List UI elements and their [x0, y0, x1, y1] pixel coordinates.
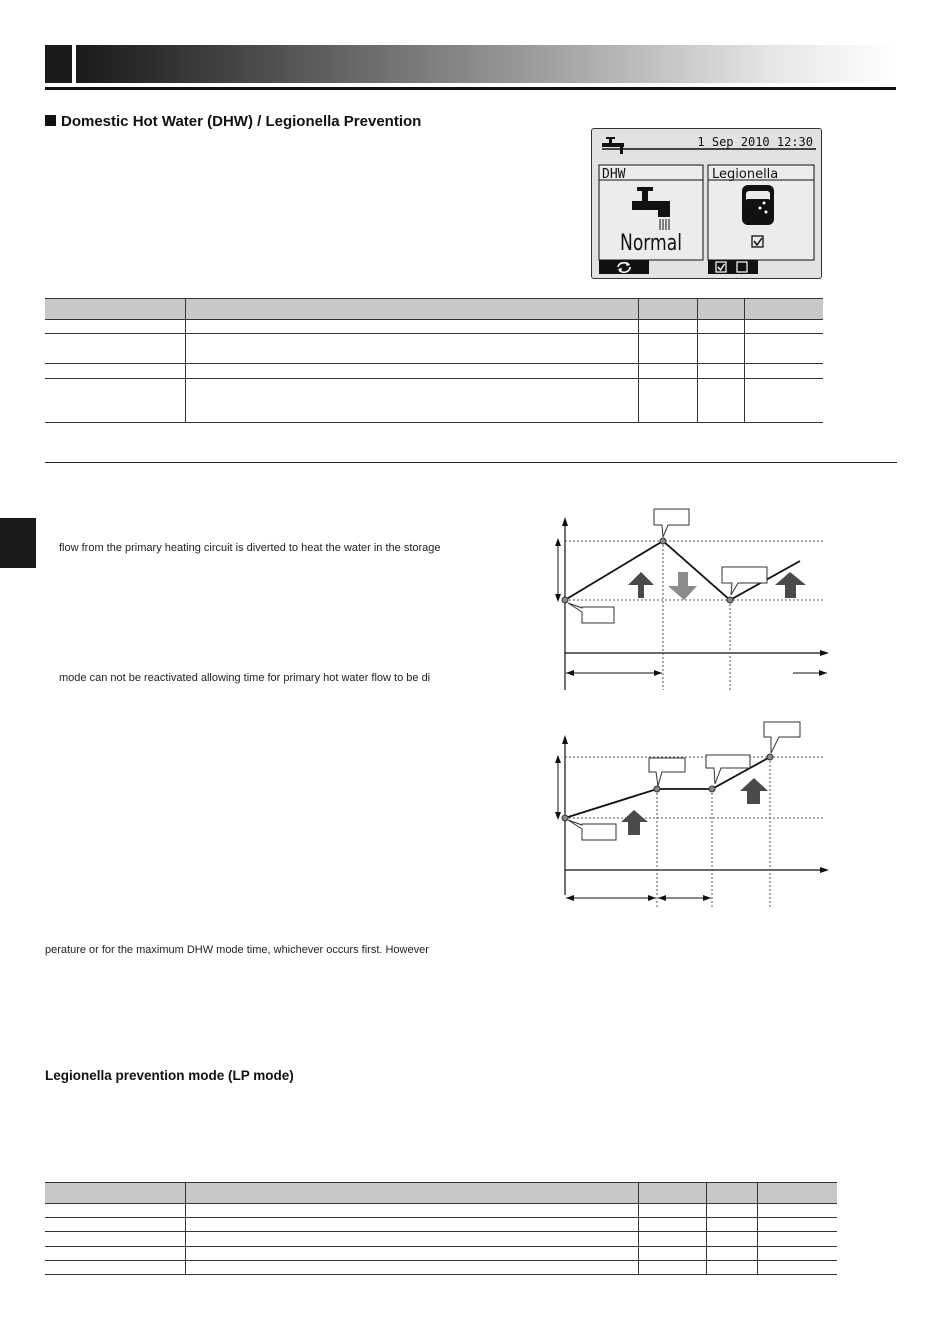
heating-up-arrow-icon — [621, 810, 648, 835]
table-header-cell — [758, 1183, 838, 1204]
callout-bubble — [722, 567, 767, 595]
callout-bubble — [649, 758, 685, 786]
table-row — [45, 320, 823, 334]
tap-icon — [602, 137, 624, 154]
legionella-heading: Legionella prevention mode (LP mode) — [45, 1068, 294, 1083]
table-header-row — [45, 299, 823, 320]
heating-up-arrow-icon — [740, 778, 768, 804]
header-rule — [45, 87, 896, 90]
dhw-mode-text: Normal — [620, 231, 682, 256]
callout-bubble — [764, 722, 800, 753]
table-row — [45, 1218, 837, 1232]
callout-bubble — [568, 820, 616, 840]
section-title-text: Domestic Hot Water (DHW) / Legionella Prevention — [61, 113, 422, 130]
dhw-settings-table — [45, 298, 823, 423]
toggle-legionella-button[interactable] — [708, 260, 758, 274]
table-header-cell — [639, 299, 698, 320]
section-divider — [45, 462, 897, 463]
body-text-line: perature or for the maximum DHW mode time, whichever occurs first. However — [45, 944, 429, 956]
table-row — [45, 379, 823, 423]
table-header-cell — [45, 1183, 186, 1204]
dhw-operation-diagram — [550, 500, 840, 695]
table-header-cell — [707, 1183, 758, 1204]
legionella-settings-table — [45, 1182, 837, 1275]
dhw-panel[interactable] — [599, 165, 703, 260]
table-row — [45, 334, 823, 364]
table-row — [45, 1247, 837, 1261]
legionella-panel-label: Legionella — [712, 167, 779, 182]
chapter-side-tab — [0, 518, 36, 568]
dhw-panel-label: DHW — [602, 167, 626, 182]
body-text-line: flow from the primary heating circuit is diverted to heat the water in the storage — [59, 542, 441, 554]
table-header-cell — [698, 299, 745, 320]
rotate-mode-button[interactable] — [599, 260, 649, 274]
header-block — [45, 45, 72, 83]
table-row — [45, 1261, 837, 1275]
legionella-panel[interactable] — [708, 165, 814, 260]
controller-screen-graphics — [592, 129, 821, 278]
callout-bubble — [568, 603, 614, 623]
table-row — [45, 364, 823, 379]
heating-up-arrow-icon — [775, 572, 806, 598]
body-text-line: mode can not be reactivated allowing time for primary hot water flow to be di — [59, 672, 431, 684]
cooling-down-arrow-icon — [668, 572, 697, 600]
table-header-row — [45, 1183, 837, 1204]
lcd-datetime: 1 Sep 2010 12:30 — [697, 135, 813, 149]
table-row — [45, 1204, 837, 1218]
table-header-cell — [639, 1183, 707, 1204]
callout-bubble — [654, 509, 689, 537]
header-bar — [76, 45, 896, 83]
table-header-cell — [186, 299, 639, 320]
controller-screen — [591, 128, 822, 279]
table-row — [45, 1232, 837, 1247]
tank-icon — [742, 185, 774, 225]
heating-up-arrow-icon — [628, 572, 654, 598]
table-header-cell — [45, 299, 186, 320]
table-header-cell — [186, 1183, 639, 1204]
table-header-cell — [745, 299, 824, 320]
legionella-operation-diagram — [550, 720, 840, 915]
square-bullet-icon — [45, 115, 56, 126]
section-title — [45, 113, 421, 130]
